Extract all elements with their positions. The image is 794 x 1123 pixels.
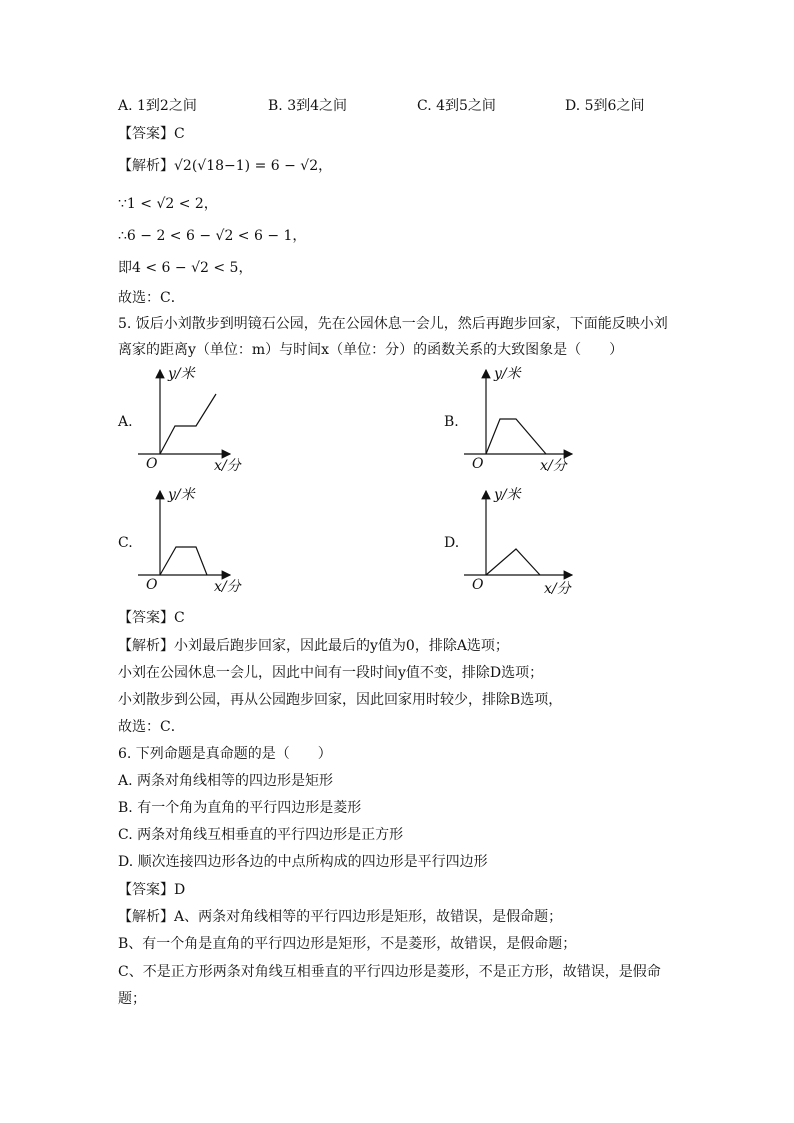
q5-analysis-line: 小刘散步到公园，再从公园跑步回家，因此回家用时较少，排除B选项， [118, 692, 563, 708]
q6-stem: 6. 下列命题是真命题的是（ ） [118, 746, 332, 762]
q6-option-d: D. 顺次连接四边形各边的中点所构成的四边形是平行四边形 [118, 854, 488, 870]
q5-graph-b [444, 362, 594, 474]
graph-option-label: B. [444, 414, 459, 430]
graph-origin-label: O [472, 456, 484, 472]
graph-origin-label: O [146, 577, 158, 593]
q4-answer: 【答案】C [118, 126, 185, 142]
graph-origin-label: O [146, 456, 158, 472]
graph-y-axis-label: y/米 [168, 366, 195, 382]
q5-analysis-line: 故选：C． [118, 719, 185, 735]
q6-option-b: B. 有一个角为直角的平行四边形是菱形 [118, 800, 362, 816]
q5-graph-a [118, 362, 258, 474]
graph-x-axis-label: x/分 [214, 579, 241, 595]
graph-option-label: C. [118, 535, 133, 551]
graph-option-label: A. [118, 414, 133, 430]
q4-analysis-line: ∵1 < √2 < 2， [118, 196, 218, 212]
q5-graph-d [444, 483, 594, 595]
q6-analysis-line: 题； [118, 991, 146, 1007]
q5-stem-line: 5. 饭后小刘散步到明镜石公园，先在公园休息一会儿，然后再跑步回家，下面能反映小刘 [118, 316, 668, 332]
q5-graph-c [118, 483, 258, 595]
q4-option-c: C. 4到5之间 [417, 98, 496, 114]
q6-option-a: A. 两条对角线相等的四边形是矩形 [118, 773, 334, 789]
q5-answer: 【答案】C [118, 610, 185, 626]
q4-analysis-line: 即4 < 6 − √2 < 5， [118, 260, 253, 276]
q4-analysis-line: 故选：C． [118, 290, 185, 306]
q6-analysis-line: C、不是正方形两条对角线互相垂直的平行四边形是菱形，不是正方形，故错误，是假命 [118, 964, 661, 980]
q6-option-c: C. 两条对角线互相垂直的平行四边形是正方形 [118, 827, 404, 843]
graph-origin-label: O [472, 577, 484, 593]
q4-analysis-line: ∴6 − 2 < 6 − √2 < 6 − 1， [118, 228, 307, 244]
graph-x-axis-label: x/分 [540, 458, 567, 474]
q4-analysis-line: 【解析】√2(√18−1) = 6 − √2， [118, 158, 333, 174]
q4-option-a: A. 1到2之间 [118, 98, 197, 114]
graph-y-axis-label: y/米 [494, 487, 521, 503]
graph-y-axis-label: y/米 [494, 366, 521, 382]
graph-option-label: D. [444, 535, 460, 551]
q5-stem-line: 离家的距离y（单位：m）与时间x（单位：分）的函数关系的大致图象是（ ） [118, 342, 624, 358]
q4-option-d: D. 5到6之间 [565, 98, 645, 114]
q6-analysis-line: B、有一个角是直角的平行四边形是矩形，不是菱形，故错误，是假命题； [118, 936, 577, 952]
q6-answer: 【答案】D [118, 882, 186, 898]
q5-analysis-line: 【解析】小刘最后跑步回家，因此最后的y值为0，排除A选项； [118, 638, 509, 654]
q6-analysis-line: 【解析】A、两条对角线相等的平行四边形是矩形，故错误，是假命题； [118, 909, 563, 925]
q5-analysis-line: 小刘在公园休息一会儿，因此中间有一段时间y值不变，排除D选项； [118, 665, 544, 681]
q4-option-b: B. 3到4之间 [268, 98, 348, 114]
graph-y-axis-label: y/米 [168, 487, 195, 503]
graph-x-axis-label: x/分 [214, 458, 241, 474]
graph-x-axis-label: x/分 [544, 581, 571, 597]
